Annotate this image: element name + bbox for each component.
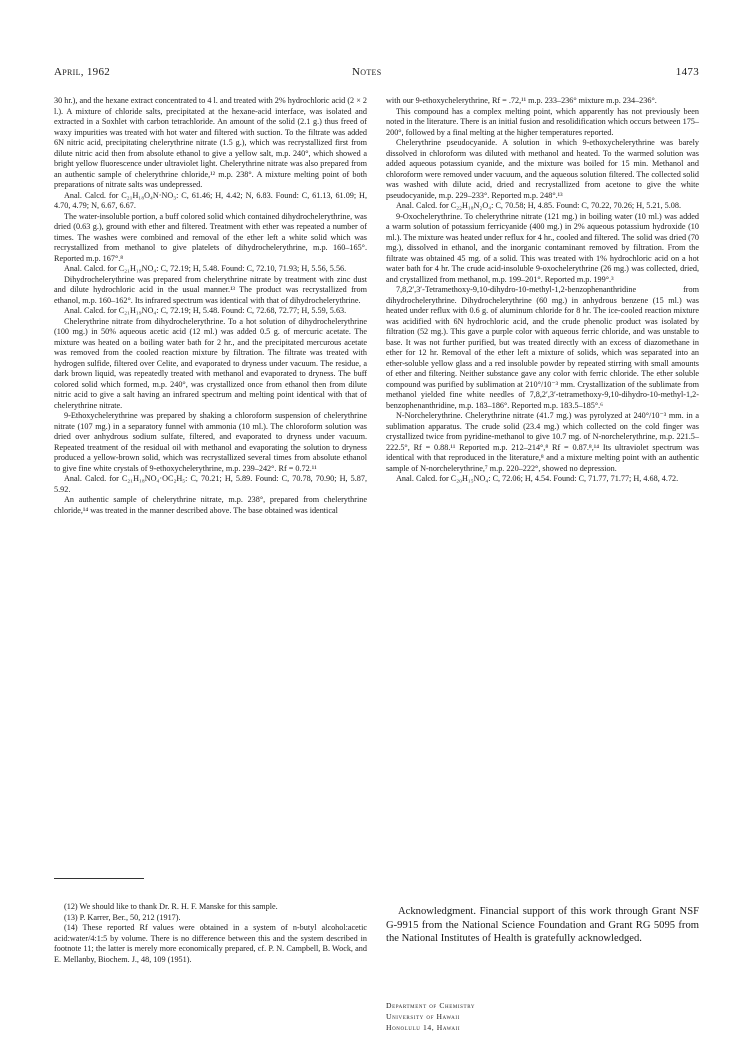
paragraph: This compound has a complex melting point, which apparently has not previously been noted in the literature. There is an initial fusion and resolidification which occurs between 175–200°, followed by a final melting at the higher temperatures reported. bbox=[386, 106, 699, 137]
paragraph: Anal. Calcd. for C₂₁H₁₈O₄N·NO₃: C, 61.46; H, 4.42; N, 6.83. Found: C, 61.13, 61.09; H, 4.70, 4.79; N, 6.67, 6.67. bbox=[54, 190, 367, 210]
acknowledgment bbox=[386, 905, 699, 946]
affiliation-line: Department of Chemistry bbox=[386, 1001, 476, 1010]
paragraph: Anal. Calcd. for C₂₁H₁₉NO₄: C, 72.19; H, 5.48. Found: C, 72.10, 71.93; H, 5.56, 5.56. bbox=[64, 264, 347, 273]
running-header bbox=[54, 66, 699, 82]
footnote-divider bbox=[54, 878, 144, 879]
paragraph: N-Norchelerythrine. Chelerythrine nitrate (41.7 mg.) was pyrolyzed at 240°/10⁻³ mm. in a sublimation apparatus. The crude solid (23.4 mg.) which collected on the cold finger was crystallized twice from pyridine-methanol to give 10.7 mg. of N-norchelerythrine, m.p. 221.5–222.5°, Rf = 0.88.¹¹ Reported m.p. 212–214°,⁸ Rf = 0.87.⁸,¹⁴ Its ultraviolet spectrum was identical with that reproduced in the literature,⁸ and a mixture melting point with an authentic sample of N-norchelerythrine,⁷ m.p. 220–222°, showed no depression. bbox=[386, 411, 699, 473]
paragraph: 7,8,2′,3′-Tetramethoxy-9,10-dihydro-10-methyl-1,2-benzophenanthridine from dihydrochelerythrine. Dihydrochelerythrine (60 mg.) in anhydrous benzene (15 ml.) was heated under reflux with 0.6 g. of aluminum chloride for 8 hr. The ice-cooled reaction mixture was acidified with 6N hydrochloric acid, and the crude phenolic product was isolated by filtration (52 mg.). This gave a purple color with aqueous ferric chloride, and was unstable to base. It was not further purified, but was treated directly with an excess of diazomethane in ether for 12 hr. Removal of the ether left a mixture of solids, which was separated into an ether-soluble yellow glass and a red insoluble powder by repeated stirring with small amounts of ether and filtering. Neither substance gave any color with ferric chloride. The ether soluble compound was purified by sublimation at 210°/10⁻³ mm. Crystallization of the sublimate from methanol yielded fine white needles of 7,8,2′,3′-tetramethoxy-9,10-dihydro-10-methyl-1,2-benzophenanthridine, m.p. 183–186°. Reported m.p. 183.5–185°.⁶ bbox=[386, 285, 699, 410]
page-number: 1473 bbox=[675, 66, 699, 78]
paragraph: The water-insoluble portion, a buff colored solid which contained dihydrochelerythrine, was dried (0.63 g.), ground with ether and filtered. Treatment with ether was repeated a number of times. The washes were combined and removal of the ether left a white solid which was recrystallized from methanol to give platelets of dihydrochelerythrine, m.p. 160–165°. Reported m.p. 167°.⁸ bbox=[54, 211, 367, 263]
right-column bbox=[386, 96, 699, 485]
paragraph: Anal. Calcd. for C₂₀H₁₅NO₄: C, 72.06; H, 4.54. Found: C, 71.77, 71.77; H, 4.68, 4.72. bbox=[396, 474, 679, 483]
affiliation bbox=[386, 1000, 699, 1033]
paragraph: Anal. Calcd. for C₂₁H₁₉NO₄: C, 72.19; H, 5.48. Found: C, 72.68, 72.77; H, 5.59, 5.63. bbox=[64, 306, 347, 315]
paragraph: Chelerythrine pseudocyanide. A solution in which 9-ethoxychelerythrine was barely dissolved in chloroform was diluted with methanol and heated. To the warmed solution was added aqueous potassium cyanide, and the mixture was boiled for 15 min. Methanol and chloroform were removed under vacuum, and the aqueous solution filtered. The collected solid was washed with dilute acid, dried and recrystallized from acetone to give the white pseudocyanide, m.p. 229–233°. Reported m.p. 248°.¹³ bbox=[386, 138, 699, 200]
paragraph: 30 hr.), and the hexane extract concentrated to 4 l. and treated with 2% hydrochloric acid (2 × 2 l.). A mixture of chloride salts, precipitated at the hexane-acid interface, was isolated and extracted in a Soxhlet with carbon tetrachloride. An amount of the solid (2.1 g.) thus freed of waxy impurities was treated with hot water and filtered with suction. To the filtrate was added 6N nitric acid, precipitating chelerythrine nitrate (1.5 g.), which was recrystallized first from dilute nitric acid then from absolute ethanol to give a yellow salt, m.p. 240°, which showed a bright yellow fluorescence under ultraviolet light. Chelerythrine nitrate was also prepared from an authentic sample of chelerythrine chloride,¹² m.p. 238°. A mixture melting point of both preparations of nitrate salts was undepressed. bbox=[54, 96, 367, 189]
paragraph: Anal. Calcd. for C₂₁H₁₈NO₄·OC₂H₅: C, 70.21; H, 5.89. Found: C, 70.78, 70.90; H, 5.87, 5.92. bbox=[54, 474, 367, 494]
left-column bbox=[54, 96, 367, 516]
affiliation-line: Honolulu 14, Hawaii bbox=[386, 1023, 461, 1032]
paragraph: Anal. Calcd. for C₂₂H₁₈N₂O₄: C, 70.58; H, 4.85. Found: C, 70.22, 70.26; H, 5.21, 5.08. bbox=[396, 201, 682, 210]
footnote: (12) We should like to thank Dr. R. H. F. Manske for this sample. bbox=[64, 902, 278, 911]
paragraph: 9-Oxochelerythrine. To chelerythrine nitrate (121 mg.) in boiling water (10 ml.) was added a warm solution of potassium ferricyanide (400 mg.) in 2% aqueous potassium hydroxide (10 ml.). The mixture was heated under reflux for 4 hr., cooled and filtered. The solid was dried (70 mg.), dissolved in ethanol, and the inorganic contaminant removed by filtration. From the filtrate was obtained 45 mg. of a solid. This was treated with 1% hydrochloric acid on a hot water bath for 4 hr. The crude acid-insoluble 9-oxochelerythrine (26 mg.) was collected, dried, and crystallized from methanol, m.p. 199–201°. Reported m.p. 199°.³ bbox=[386, 211, 700, 284]
footnote: (14) These reported Rf values were obtained in a system of n-butyl alcohol:acetic acid:water/4:1:5 by volume. There is no difference between this and the system described in footnote 11; the latter is merely more economically prepared, cf. P. N. Campbell, B. Wock, and E. Mellanby, Biochem. J., 48, 109 (1951). bbox=[54, 923, 367, 964]
footnote: (13) P. Karrer, Ber., 50, 212 (1917). bbox=[64, 912, 181, 922]
paragraph: with our 9-ethoxychelerythrine, Rf = .72,¹¹ m.p. 233–236° mixture m.p. 234–236°. bbox=[386, 96, 657, 105]
acknowledgment-text: Acknowledgment. Financial support of this work through Grant NSF G-9915 from the National Science Foundation and Grant RG 5095 from the National Institutes of Health is gratefully acknowledged. bbox=[386, 906, 699, 945]
affiliation-line: University of Hawaii bbox=[386, 1012, 460, 1021]
paragraph: Dihydrochelerythrine was prepared from chelerythrine nitrate by treatment with zinc dust and dilute hydrochloric acid in the usual manner.¹³ The product was recrystallized from ethanol, m.p. 160–162°. Its infrared spectrum was identical with that of dihydrochelerythrine. bbox=[54, 274, 367, 305]
paragraph: Chelerythrine nitrate from dihydrochelerythrine. To a hot solution of dihydrochelerythrine (100 mg.) in 50% aqueous acetic acid (12 ml.) was added 0.5 g. of mercuric acetate. The mixture was heated on a boiling water bath for 2 hr., and the precipitated mercurous acetate was removed from the cooled reaction mixture by filtration. The filtrate was treated with hydrogen sulfide, filtered over Celite, and evaporated to dryness under vacuum. The residue, a dark brown liquid, was repeatedly treated with methanol and evaporated to dryness. The buff colored solid which formed, m.p. 240°, was crystallized once from ethanol then from dilute nitric acid to give a salt having an infrared spectrum and melting point identical with that of chelerythrine nitrate. bbox=[54, 316, 367, 410]
header-section: Notes bbox=[352, 66, 382, 78]
header-date: April, 1962 bbox=[54, 66, 111, 78]
paragraph: 9-Ethoxychelerythrine was prepared by shaking a chloroform suspension of chelerythrine nitrate (107 mg.) in a separatory funnel with ammonia (10 ml.). The chloroform solution was dried over anhydrous sodium sulfate, filtered, and evaporated to dryness under vacuum. Repeated treatment of the residual oil with methanol and evaporating the solution to dryness produced a yellow-brown solid, which was recrystallized several times from absolute ethanol to give fine white crystals of 9-ethoxychelerythrine, m.p. 239–242°. Rf = 0.72.¹¹ bbox=[54, 411, 367, 473]
paragraph: An authentic sample of chelerythrine nitrate, m.p. 238°, prepared from chelerythrine chloride,¹⁴ was treated in the manner described above. The base obtained was identical bbox=[54, 495, 367, 515]
footnotes bbox=[54, 902, 367, 965]
